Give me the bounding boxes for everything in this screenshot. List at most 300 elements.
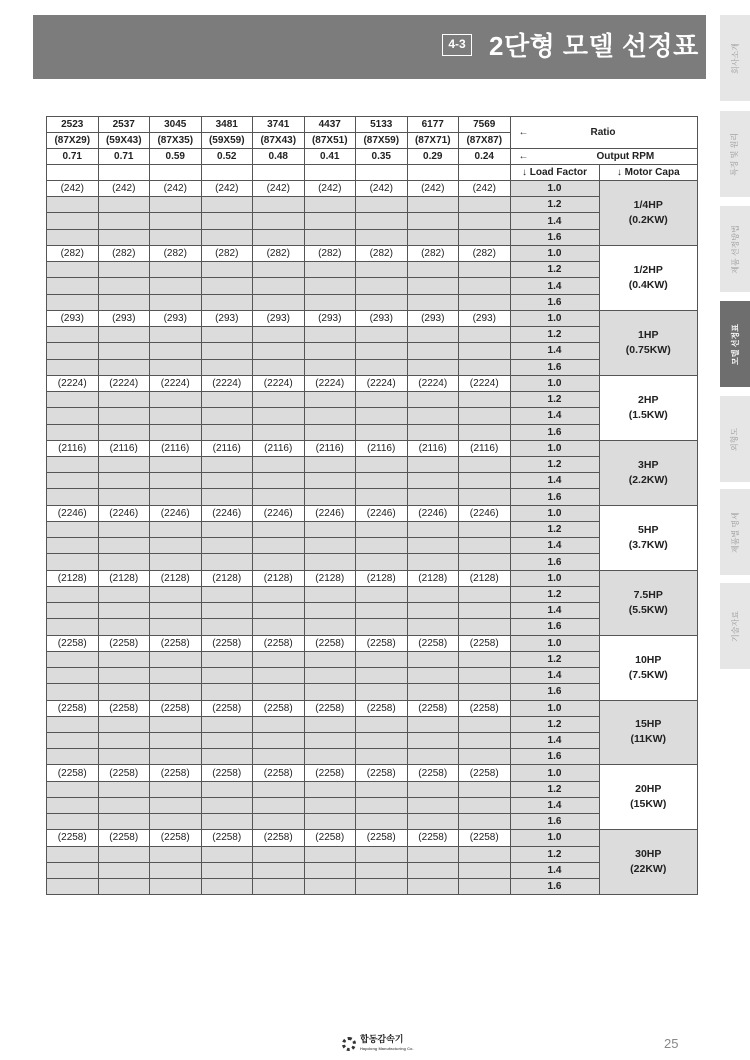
empty-cell bbox=[150, 408, 202, 424]
empty-cell bbox=[304, 473, 356, 489]
motor-kw: (22KW) bbox=[630, 863, 667, 876]
empty-cell bbox=[47, 732, 99, 748]
model-cell: (293) bbox=[304, 310, 356, 326]
side-tab-label: 기술자료 bbox=[730, 610, 740, 642]
model-cell: (2258) bbox=[201, 700, 253, 716]
load-factor-cell: 1.0 bbox=[510, 765, 599, 781]
frame-size: (59X43) bbox=[98, 133, 150, 149]
empty-cell bbox=[201, 489, 253, 505]
empty-cell bbox=[304, 408, 356, 424]
empty-cell bbox=[356, 473, 408, 489]
model-cell: (2128) bbox=[201, 570, 253, 586]
side-tab-label: 외형도 bbox=[730, 427, 740, 451]
empty-cell bbox=[459, 749, 511, 765]
empty-cell bbox=[459, 165, 511, 181]
empty-cell bbox=[253, 586, 305, 602]
empty-cell bbox=[47, 294, 99, 310]
empty-cell bbox=[98, 392, 150, 408]
model-cell: (2246) bbox=[201, 505, 253, 521]
load-factor-cell: 1.4 bbox=[510, 538, 599, 554]
model-cell: (242) bbox=[407, 181, 459, 197]
model-cell: (2224) bbox=[201, 375, 253, 391]
model-cell: (2116) bbox=[150, 440, 202, 456]
model-cell: (2246) bbox=[304, 505, 356, 521]
model-cell: (282) bbox=[253, 245, 305, 261]
motor-hp: 2HP bbox=[638, 393, 659, 406]
model-cell: (2224) bbox=[98, 375, 150, 391]
empty-cell bbox=[407, 586, 459, 602]
model-cell: (2258) bbox=[407, 765, 459, 781]
model-cell: (2224) bbox=[304, 375, 356, 391]
side-tab-2[interactable] bbox=[720, 111, 750, 197]
output-rpm: 0.52 bbox=[201, 149, 253, 165]
empty-cell bbox=[356, 229, 408, 245]
empty-cell bbox=[459, 668, 511, 684]
empty-cell bbox=[253, 408, 305, 424]
motor-capa-cell bbox=[599, 505, 698, 570]
load-factor-header: ↓ Load Factor bbox=[510, 165, 599, 181]
table-row bbox=[47, 310, 698, 326]
load-factor-cell: 1.4 bbox=[510, 408, 599, 424]
empty-cell bbox=[304, 749, 356, 765]
motor-hp: 1/2HP bbox=[633, 263, 663, 276]
empty-cell bbox=[150, 862, 202, 878]
model-cell: (2258) bbox=[304, 830, 356, 846]
empty-cell bbox=[356, 668, 408, 684]
empty-cell bbox=[201, 554, 253, 570]
model-cell: (2258) bbox=[253, 635, 305, 651]
empty-cell bbox=[201, 197, 253, 213]
empty-cell bbox=[407, 294, 459, 310]
load-factor-cell: 1.4 bbox=[510, 343, 599, 359]
empty-cell bbox=[98, 879, 150, 895]
empty-cell bbox=[98, 651, 150, 667]
model-cell: (282) bbox=[201, 245, 253, 261]
empty-cell bbox=[356, 716, 408, 732]
frame-size: (59X59) bbox=[201, 133, 253, 149]
empty-cell bbox=[459, 603, 511, 619]
empty-cell bbox=[47, 862, 99, 878]
empty-cell bbox=[459, 651, 511, 667]
empty-cell bbox=[304, 294, 356, 310]
empty-cell bbox=[150, 359, 202, 375]
model-cell: (293) bbox=[459, 310, 511, 326]
logo-subtext: Hapdong Manufacturing Co. bbox=[360, 1046, 414, 1051]
empty-cell bbox=[150, 262, 202, 278]
model-cell: (2258) bbox=[459, 830, 511, 846]
empty-cell bbox=[304, 879, 356, 895]
empty-cell bbox=[47, 473, 99, 489]
load-factor-cell: 1.2 bbox=[510, 197, 599, 213]
model-cell: (282) bbox=[150, 245, 202, 261]
empty-cell bbox=[98, 619, 150, 635]
load-factor-cell: 1.4 bbox=[510, 473, 599, 489]
load-factor-cell: 1.6 bbox=[510, 424, 599, 440]
load-factor-cell: 1.0 bbox=[510, 830, 599, 846]
empty-cell bbox=[407, 229, 459, 245]
empty-cell bbox=[253, 781, 305, 797]
empty-cell bbox=[201, 651, 253, 667]
logo-text: 합동감속기 bbox=[360, 1034, 404, 1044]
side-tab-4[interactable] bbox=[720, 301, 750, 387]
page-title: 2단형 모델 선정표 bbox=[489, 31, 699, 61]
empty-cell bbox=[47, 489, 99, 505]
empty-cell bbox=[47, 229, 99, 245]
empty-cell bbox=[47, 781, 99, 797]
model-cell: (2116) bbox=[356, 440, 408, 456]
empty-cell bbox=[304, 668, 356, 684]
empty-cell bbox=[304, 229, 356, 245]
empty-cell bbox=[459, 359, 511, 375]
load-factor-cell: 1.6 bbox=[510, 359, 599, 375]
empty-cell bbox=[98, 424, 150, 440]
empty-cell bbox=[356, 846, 408, 862]
empty-cell bbox=[150, 343, 202, 359]
load-factor-cell: 1.6 bbox=[510, 814, 599, 830]
empty-cell bbox=[407, 197, 459, 213]
empty-cell bbox=[459, 879, 511, 895]
empty-cell bbox=[253, 456, 305, 472]
empty-cell bbox=[98, 456, 150, 472]
empty-cell bbox=[253, 197, 305, 213]
model-cell: (2258) bbox=[150, 635, 202, 651]
motor-capa-cell bbox=[599, 310, 698, 375]
ratio-value: 6177 bbox=[407, 117, 459, 133]
empty-cell bbox=[253, 732, 305, 748]
empty-cell bbox=[459, 229, 511, 245]
left-arrow-icon: ← bbox=[518, 151, 529, 162]
empty-cell bbox=[47, 684, 99, 700]
empty-cell bbox=[47, 392, 99, 408]
frame-size: (87X29) bbox=[47, 133, 99, 149]
empty-cell bbox=[47, 424, 99, 440]
empty-cell bbox=[356, 732, 408, 748]
empty-cell bbox=[150, 294, 202, 310]
table-row bbox=[47, 181, 698, 197]
empty-cell bbox=[253, 538, 305, 554]
empty-cell bbox=[150, 197, 202, 213]
output-rpm: 0.71 bbox=[47, 149, 99, 165]
table-row bbox=[47, 830, 698, 846]
empty-cell bbox=[407, 797, 459, 813]
side-tab-6[interactable] bbox=[720, 489, 750, 575]
model-cell: (2258) bbox=[356, 765, 408, 781]
empty-cell bbox=[201, 846, 253, 862]
model-cell: (2258) bbox=[47, 830, 99, 846]
empty-cell bbox=[47, 716, 99, 732]
empty-cell bbox=[201, 684, 253, 700]
empty-cell bbox=[407, 862, 459, 878]
load-factor-cell: 1.4 bbox=[510, 862, 599, 878]
empty-cell bbox=[201, 749, 253, 765]
model-cell: (2258) bbox=[150, 700, 202, 716]
model-cell: (2246) bbox=[150, 505, 202, 521]
empty-cell bbox=[47, 554, 99, 570]
model-cell: (2258) bbox=[253, 765, 305, 781]
model-cell: (2258) bbox=[356, 700, 408, 716]
model-cell: (2258) bbox=[459, 765, 511, 781]
empty-cell bbox=[47, 879, 99, 895]
empty-cell bbox=[47, 213, 99, 229]
empty-cell bbox=[407, 343, 459, 359]
empty-cell bbox=[47, 343, 99, 359]
load-factor-cell: 1.6 bbox=[510, 879, 599, 895]
model-cell: (2258) bbox=[407, 635, 459, 651]
motor-capa-cell bbox=[599, 181, 698, 246]
section-number: 4-3 bbox=[442, 34, 472, 56]
empty-cell bbox=[201, 408, 253, 424]
empty-cell bbox=[304, 213, 356, 229]
empty-cell bbox=[253, 846, 305, 862]
empty-cell bbox=[407, 489, 459, 505]
ratio-value: 3741 bbox=[253, 117, 305, 133]
empty-cell bbox=[304, 781, 356, 797]
empty-cell bbox=[253, 603, 305, 619]
motor-hp: 15HP bbox=[635, 718, 662, 731]
empty-cell bbox=[150, 456, 202, 472]
empty-cell bbox=[459, 538, 511, 554]
motor-capa-cell bbox=[599, 765, 698, 830]
model-cell: (293) bbox=[356, 310, 408, 326]
model-cell: (2258) bbox=[201, 765, 253, 781]
motor-hp: 3HP bbox=[638, 458, 659, 471]
motor-hp: 20HP bbox=[635, 783, 662, 796]
empty-cell bbox=[459, 619, 511, 635]
empty-cell bbox=[253, 814, 305, 830]
empty-cell bbox=[356, 262, 408, 278]
load-factor-cell: 1.0 bbox=[510, 310, 599, 326]
empty-cell bbox=[253, 879, 305, 895]
load-factor-cell: 1.2 bbox=[510, 781, 599, 797]
empty-cell bbox=[304, 554, 356, 570]
empty-cell bbox=[304, 538, 356, 554]
column-header-row bbox=[47, 165, 698, 181]
empty-cell bbox=[356, 862, 408, 878]
empty-cell bbox=[150, 538, 202, 554]
empty-cell bbox=[253, 359, 305, 375]
load-factor-cell: 1.2 bbox=[510, 521, 599, 537]
model-cell: (2258) bbox=[356, 830, 408, 846]
empty-cell bbox=[201, 814, 253, 830]
empty-cell bbox=[459, 781, 511, 797]
empty-cell bbox=[304, 521, 356, 537]
model-cell: (2258) bbox=[407, 830, 459, 846]
empty-cell bbox=[356, 424, 408, 440]
empty-cell bbox=[253, 424, 305, 440]
side-tab-label: 특징 및 원리 bbox=[730, 132, 740, 176]
motor-capa-cell bbox=[599, 440, 698, 505]
empty-cell bbox=[304, 359, 356, 375]
empty-cell bbox=[253, 213, 305, 229]
side-tab-label: 모델 선정표 bbox=[730, 323, 740, 365]
empty-cell bbox=[98, 684, 150, 700]
motor-capa-cell bbox=[599, 700, 698, 765]
empty-cell bbox=[150, 278, 202, 294]
frame-size: (87X87) bbox=[459, 133, 511, 149]
motor-hp: 1/4HP bbox=[633, 198, 663, 211]
empty-cell bbox=[253, 229, 305, 245]
motor-kw: (2.2KW) bbox=[628, 473, 668, 486]
empty-cell bbox=[150, 814, 202, 830]
empty-cell bbox=[253, 797, 305, 813]
load-factor-cell: 1.2 bbox=[510, 651, 599, 667]
empty-cell bbox=[253, 165, 305, 181]
left-arrow-icon: ← bbox=[518, 127, 529, 138]
model-cell: (2246) bbox=[459, 505, 511, 521]
motor-hp: 10HP bbox=[635, 653, 662, 666]
model-cell: (2258) bbox=[304, 700, 356, 716]
load-factor-cell: 1.6 bbox=[510, 229, 599, 245]
empty-cell bbox=[356, 586, 408, 602]
empty-cell bbox=[356, 343, 408, 359]
load-factor-cell: 1.4 bbox=[510, 797, 599, 813]
empty-cell bbox=[98, 278, 150, 294]
ratio-label-cell bbox=[510, 117, 698, 149]
output-rpm: 0.48 bbox=[253, 149, 305, 165]
table-row bbox=[47, 765, 698, 781]
ratio-value: 3045 bbox=[150, 117, 202, 133]
empty-cell bbox=[47, 749, 99, 765]
model-cell: (2246) bbox=[407, 505, 459, 521]
empty-cell bbox=[201, 229, 253, 245]
empty-cell bbox=[459, 408, 511, 424]
empty-cell bbox=[459, 424, 511, 440]
empty-cell bbox=[356, 392, 408, 408]
empty-cell bbox=[356, 489, 408, 505]
model-cell: (2258) bbox=[47, 635, 99, 651]
empty-cell bbox=[304, 862, 356, 878]
empty-cell bbox=[459, 456, 511, 472]
model-cell: (2258) bbox=[47, 700, 99, 716]
load-factor-cell: 1.2 bbox=[510, 716, 599, 732]
table-row bbox=[47, 635, 698, 651]
table-row bbox=[47, 440, 698, 456]
motor-kw: (1.5KW) bbox=[628, 408, 668, 421]
empty-cell bbox=[304, 165, 356, 181]
model-cell: (2258) bbox=[407, 700, 459, 716]
model-cell: (242) bbox=[98, 181, 150, 197]
empty-cell bbox=[201, 862, 253, 878]
empty-cell bbox=[304, 456, 356, 472]
empty-cell bbox=[150, 668, 202, 684]
table-row bbox=[47, 570, 698, 586]
model-cell: (2258) bbox=[459, 700, 511, 716]
empty-cell bbox=[98, 814, 150, 830]
side-tab-1[interactable] bbox=[720, 15, 750, 101]
empty-cell bbox=[407, 603, 459, 619]
empty-cell bbox=[459, 862, 511, 878]
side-tab-7[interactable] bbox=[720, 583, 750, 669]
empty-cell bbox=[407, 668, 459, 684]
empty-cell bbox=[201, 278, 253, 294]
motor-hp: 30HP bbox=[635, 848, 662, 861]
empty-cell bbox=[98, 554, 150, 570]
frame-size: (87X59) bbox=[356, 133, 408, 149]
rpm-row bbox=[47, 149, 698, 165]
empty-cell bbox=[47, 165, 99, 181]
empty-cell bbox=[253, 262, 305, 278]
table-row bbox=[47, 375, 698, 391]
empty-cell bbox=[459, 489, 511, 505]
empty-cell bbox=[253, 473, 305, 489]
empty-cell bbox=[459, 343, 511, 359]
empty-cell bbox=[98, 797, 150, 813]
ratio-value: 5133 bbox=[356, 117, 408, 133]
empty-cell bbox=[47, 262, 99, 278]
empty-cell bbox=[407, 327, 459, 343]
empty-cell bbox=[459, 684, 511, 700]
empty-cell bbox=[150, 554, 202, 570]
empty-cell bbox=[150, 603, 202, 619]
model-cell: (2258) bbox=[47, 765, 99, 781]
empty-cell bbox=[304, 489, 356, 505]
empty-cell bbox=[98, 668, 150, 684]
model-cell: (2224) bbox=[150, 375, 202, 391]
empty-cell bbox=[407, 424, 459, 440]
load-factor-cell: 1.2 bbox=[510, 392, 599, 408]
output-rpm: 0.24 bbox=[459, 149, 511, 165]
empty-cell bbox=[407, 846, 459, 862]
model-cell: (2258) bbox=[253, 830, 305, 846]
empty-cell bbox=[304, 684, 356, 700]
empty-cell bbox=[304, 197, 356, 213]
load-factor-cell: 1.0 bbox=[510, 505, 599, 521]
empty-cell bbox=[201, 716, 253, 732]
output-rpm: 0.41 bbox=[304, 149, 356, 165]
empty-cell bbox=[98, 229, 150, 245]
empty-cell bbox=[407, 781, 459, 797]
model-cell: (2246) bbox=[356, 505, 408, 521]
model-cell: (2258) bbox=[98, 635, 150, 651]
empty-cell bbox=[407, 359, 459, 375]
load-factor-cell: 1.6 bbox=[510, 619, 599, 635]
table-row bbox=[47, 700, 698, 716]
empty-cell bbox=[98, 294, 150, 310]
empty-cell bbox=[253, 619, 305, 635]
empty-cell bbox=[253, 392, 305, 408]
empty-cell bbox=[98, 586, 150, 602]
empty-cell bbox=[98, 359, 150, 375]
empty-cell bbox=[407, 165, 459, 181]
empty-cell bbox=[459, 732, 511, 748]
empty-cell bbox=[356, 651, 408, 667]
empty-cell bbox=[459, 294, 511, 310]
motor-capa-cell bbox=[599, 830, 698, 895]
model-cell: (2128) bbox=[459, 570, 511, 586]
load-factor-cell: 1.6 bbox=[510, 294, 599, 310]
load-factor-cell: 1.4 bbox=[510, 732, 599, 748]
empty-cell bbox=[304, 278, 356, 294]
ratio-value: 7569 bbox=[459, 117, 511, 133]
load-factor-cell: 1.0 bbox=[510, 570, 599, 586]
empty-cell bbox=[98, 343, 150, 359]
load-factor-cell: 1.6 bbox=[510, 684, 599, 700]
motor-kw: (0.75KW) bbox=[625, 343, 671, 356]
empty-cell bbox=[98, 862, 150, 878]
motor-kw: (7.5KW) bbox=[628, 668, 668, 681]
model-cell: (2128) bbox=[253, 570, 305, 586]
empty-cell bbox=[407, 554, 459, 570]
load-factor-cell: 1.0 bbox=[510, 181, 599, 197]
empty-cell bbox=[407, 749, 459, 765]
load-factor-cell: 1.2 bbox=[510, 846, 599, 862]
empty-cell bbox=[150, 165, 202, 181]
load-factor-cell: 1.6 bbox=[510, 554, 599, 570]
side-tab-5[interactable] bbox=[720, 396, 750, 482]
empty-cell bbox=[459, 797, 511, 813]
side-tab-3[interactable] bbox=[720, 206, 750, 292]
empty-cell bbox=[201, 619, 253, 635]
